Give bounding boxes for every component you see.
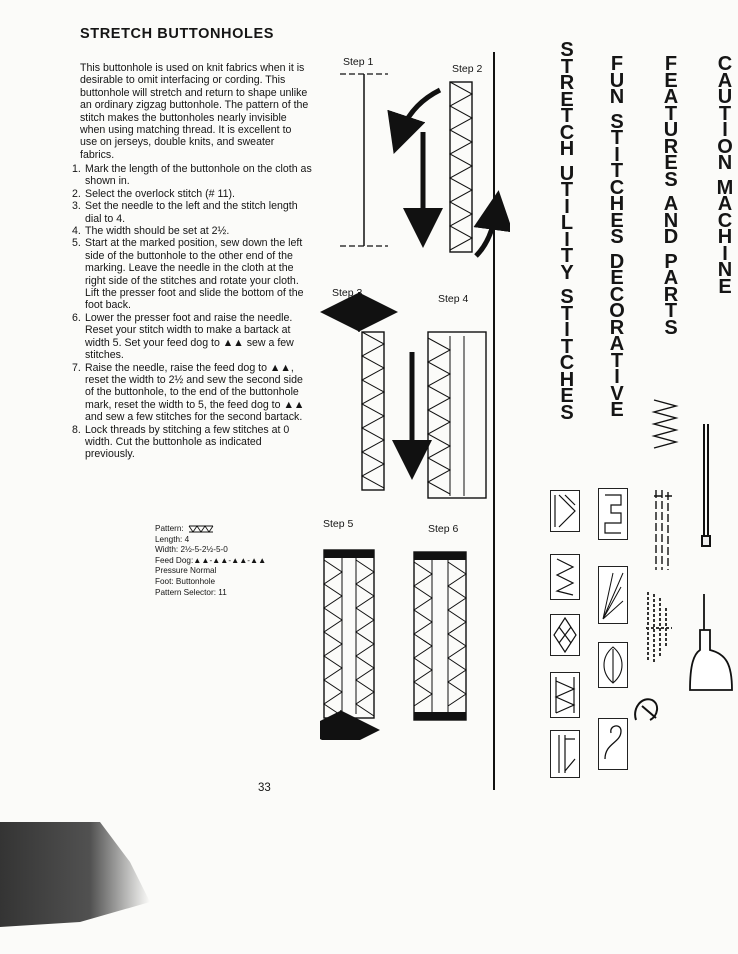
tab-letter: N (717, 152, 733, 174)
tab-letter: E (610, 267, 624, 289)
tab-letter: S (560, 286, 574, 308)
intro-paragraph: This buttonhole is used on knit fabrics when it is desirable to omit interfacing or cording. This buttonhole will stretch and return to shape unlike an ordinary zigzag buttonhole. The pattern of the stitch makes the buttonholes nearly invisible when using matching thread. It is excellent to use on jerseys, double knits, and sweater fabrics. (80, 62, 309, 161)
tab-letter: T (560, 335, 574, 358)
tab-word (717, 56, 733, 172)
tab-letter: E (560, 88, 574, 111)
tab-letter: T (560, 245, 574, 267)
list-item: 2. Select the overlock stitch (# 11). (72, 187, 235, 200)
tab-letter: R (663, 283, 679, 306)
tab-letter: R (663, 135, 679, 158)
tab-letter: R (609, 316, 625, 339)
tab-letter: C (717, 56, 733, 75)
buttonhole-steps-diagram (320, 60, 510, 740)
tab-letter: T (560, 179, 574, 201)
tab-letter: S (664, 168, 678, 191)
list-item: 3. Set the needle to the left and the stitch length dial to 4. (72, 200, 298, 225)
tab-letter: E (664, 152, 678, 174)
page-title: STRETCH BUTTONHOLES (80, 26, 274, 42)
tab-letter: I (614, 366, 620, 388)
tab-letter: T (610, 349, 624, 372)
tab-letter: C (559, 121, 575, 144)
tab-word (663, 53, 679, 191)
tab-letter: A (663, 267, 679, 289)
page-number: 33 (258, 782, 271, 794)
step-6-label: Step 6 (428, 523, 459, 535)
tab-letter: S (610, 110, 624, 133)
tab-letter: S (560, 401, 574, 424)
tab-letter: I (722, 242, 728, 265)
list-item: 1. Mark the length of the buttonhole on the cloth as shown in. (72, 163, 312, 188)
step-4-label: Step 4 (438, 293, 469, 305)
thread-cutter-icon (628, 690, 668, 730)
tab-letter: E (718, 275, 732, 298)
tab-letter: F (664, 53, 678, 75)
step-5-label: Step 5 (323, 518, 354, 530)
tab-word (609, 250, 625, 421)
fan-stitch-icon (598, 566, 628, 624)
tab-letter: D (609, 250, 625, 273)
tab-letter: A (663, 193, 679, 215)
tab-letter: H (559, 138, 575, 160)
tab-letter: T (664, 300, 678, 322)
tab-letter: A (663, 86, 679, 108)
tab-letter: U (559, 162, 575, 185)
tab-letter: A (717, 69, 733, 92)
tab-letter: E (610, 399, 624, 421)
tab-letter: I (564, 319, 570, 341)
list-item: 6. Lower the presser foot and raise the needle. Reset your stitch width to make a bartack at width 5. Set your feed dog to ▲▲ sew a few stitches. (72, 311, 294, 362)
step-2-label: Step 2 (452, 63, 483, 75)
tab-caution-machine[interactable] (712, 56, 738, 303)
tab-letter: C (609, 176, 625, 199)
page-divider (493, 52, 495, 790)
tab-letter: V (610, 382, 624, 405)
step-5-stitches (322, 550, 374, 730)
tab-word (559, 162, 575, 284)
scroll-stitch-icon (598, 718, 628, 770)
list-item: 7. Raise the needle, raise the feed dog to ▲▲, reset the width to 2½ and sew the second side of the buttonhole, to the end of the buttonhole mark, reset the width to 5, the feed dog to ▲▲ and sew a few stitches for the second bartack. (72, 361, 305, 424)
step-1-marking (340, 74, 388, 246)
instruction-steps (72, 163, 312, 461)
tab-letter: S (610, 226, 624, 248)
wave-stitch-icon (650, 396, 680, 456)
bobbin-winder-icon (640, 588, 680, 668)
tab-letter: C (609, 283, 625, 306)
tab-letter: S (664, 316, 678, 339)
tab-letter: I (564, 228, 570, 251)
tab-word (609, 53, 625, 108)
step-6-stitches (414, 552, 466, 720)
diamond-stitch-icon (550, 614, 580, 656)
tab-letter: S (560, 39, 574, 61)
tab-word (663, 193, 679, 248)
tab-letter: I (614, 143, 620, 166)
tab-letter: N (663, 209, 679, 232)
step-1-label: Step 1 (343, 56, 374, 68)
tab-letter: R (559, 72, 575, 94)
list-item: 5. Start at the marked position, sew down the left side of the buttonhole to the other end of the marking. Leave the needle in the cloth at the right side of the stitches and rotate your cloth. Lift the presser foot and slide the bottom of the foot back. (72, 237, 304, 312)
tab-word (716, 176, 734, 298)
tab-features-and-parts[interactable] (660, 53, 682, 344)
tab-letter: E (664, 69, 678, 92)
tab-letter: I (722, 119, 728, 141)
tab-word (609, 110, 625, 248)
tab-letter: C (717, 209, 733, 232)
tab-letter: N (609, 86, 625, 108)
tab-letter: O (717, 135, 733, 158)
leaf-stitch-icon (598, 642, 628, 688)
oil-can-icon (682, 590, 738, 700)
greek-key-icon (598, 488, 628, 540)
stitch-pattern-icon (550, 490, 580, 532)
tab-letter: E (610, 209, 624, 232)
stitch-settings: Pattern: Length: 4 Width: 2½-5-2½-5-0 Feed Dog:▲▲-▲▲-▲▲-▲▲ Pressure Normal Foot: Buttonhole Pattern Selector: 11 (155, 524, 267, 597)
tab-letter: U (663, 119, 679, 141)
tab-letter: T (664, 102, 678, 125)
tab-letter: T (610, 127, 624, 149)
tab-letter: N (717, 259, 733, 281)
tab-letter: I (564, 195, 570, 218)
tab-letter: L (560, 212, 574, 234)
tab-letter: H (609, 193, 625, 215)
list-item: 8. Lock threads by stitching a few stitches at 0 width. Cut the buttonhole as indicated previously. (72, 423, 290, 461)
list-item: 4. The width should be set at 2½. (72, 225, 230, 238)
tab-letter: H (559, 368, 575, 391)
tab-letter: E (560, 385, 574, 407)
straight-stitch-icon (550, 730, 580, 778)
tab-word (663, 250, 679, 339)
tab-letter: F (610, 53, 624, 75)
overlock-stitch-icon (188, 525, 214, 533)
tab-letter: M (716, 176, 734, 199)
tab-letter: A (609, 333, 625, 355)
step-3-label: Step 3 (332, 287, 363, 299)
tab-word (559, 286, 575, 424)
tab-letter: T (560, 302, 574, 325)
tab-letter: C (559, 352, 575, 374)
tab-letter: Y (560, 261, 574, 284)
step-4-stitches (412, 332, 486, 498)
tab-stretch-utility-stitches[interactable] (556, 39, 578, 429)
tab-letter: U (717, 86, 733, 108)
presser-foot-icon (650, 486, 680, 574)
step-3-stitches (340, 312, 384, 490)
tab-word (559, 39, 575, 160)
step-2-stitches (400, 82, 496, 256)
tab-letter: D (663, 226, 679, 248)
tab-letter: O (609, 300, 625, 322)
screwdriver-icon (696, 420, 716, 550)
tab-letter: T (560, 105, 574, 127)
tab-fun-stitches-decorative[interactable] (606, 53, 628, 427)
tab-letter: T (718, 102, 732, 125)
tab-letter: T (560, 55, 574, 78)
tab-letter: U (609, 69, 625, 92)
overlock-stitch-icon (550, 672, 580, 718)
scan-artifact (0, 822, 160, 932)
tab-letter: A (717, 193, 733, 215)
tab-letter: P (664, 250, 678, 273)
tab-letter: T (610, 160, 624, 182)
zigzag-stitch-icon (550, 554, 580, 600)
tab-letter: H (717, 226, 733, 248)
